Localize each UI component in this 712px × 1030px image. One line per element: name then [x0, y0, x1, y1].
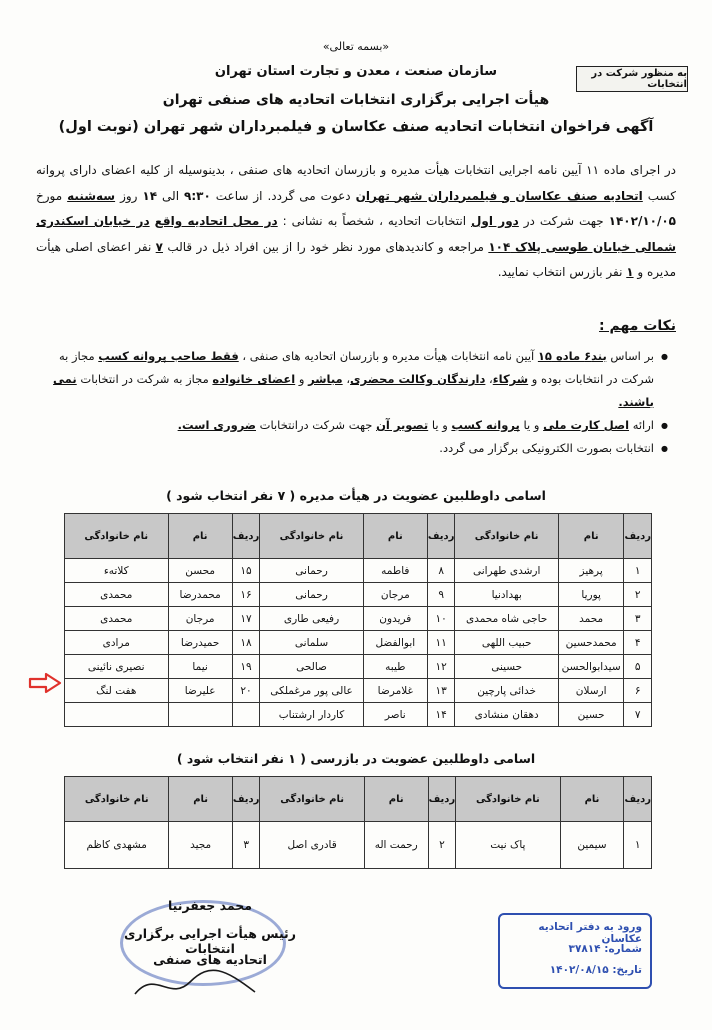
- col-name: نام: [169, 777, 232, 822]
- cell-name: حسین: [558, 703, 624, 727]
- table-row: [65, 679, 652, 703]
- cell-row: ۱: [624, 559, 652, 583]
- election-date: ۱۴۰۲/۱۰/۰۵: [608, 214, 676, 228]
- note-text: بر اساس: [610, 349, 654, 363]
- cell-name: محمد: [558, 607, 624, 631]
- cell-name: فاطمه: [363, 559, 427, 583]
- col-family: نام خانوادگی: [455, 514, 558, 559]
- org-line-2: هیأت اجرایی برگزاری انتخابات اتحادیه های صنفی تهران: [162, 92, 550, 108]
- arrow-right-icon: [28, 672, 62, 694]
- cell-name: ارسلان: [558, 679, 624, 703]
- body-line-1: در اجرای ماده ۱۱ آیین نامه اجرایی انتخابات هیأت مدیره و بازرسان اتحادیه های صنفی ، بدینوسیله از کلیه اعضای: [101, 163, 676, 177]
- receipt-date: تاریخ: ۱۴۰۲/۰۸/۱۵: [549, 964, 642, 976]
- note-text: انتخابات بصورت الکترونیکی برگزار می گردد.: [439, 441, 654, 455]
- body-text: جهت شرکت در: [523, 214, 604, 228]
- note-text: ،: [346, 372, 351, 386]
- cell-row: ۶: [624, 679, 652, 703]
- cell-name: علیرضا: [168, 679, 232, 703]
- board-count: ۷: [155, 239, 163, 254]
- col-family: نام خانوادگی: [65, 777, 169, 822]
- receipt-stamp: [498, 913, 652, 989]
- receipt-title: ورود به دفتر اتحادیه عکاسان: [538, 921, 642, 945]
- election-day: سه‌شنبه: [67, 188, 116, 203]
- col-family: نام خانوادگی: [260, 777, 364, 822]
- note-text: و یا: [431, 418, 448, 432]
- col-name: نام: [168, 514, 232, 559]
- receipt-number: شماره: ۳۷۸۱۴: [568, 943, 642, 955]
- cell-row: ۱۵: [232, 559, 260, 583]
- col-row: ردیف: [624, 777, 652, 822]
- cell-family: مرادی: [65, 631, 169, 655]
- body-text: مراجعه و کاندیدهای مورد نظر خود را از بین افراد ذیل در: [196, 239, 484, 254]
- start-time: ۹:۳۰: [184, 188, 211, 203]
- cell-name: نیما: [168, 655, 232, 679]
- venue-address: در خیابان اسکندری شمالی خیابان طوسی پلاک ۱۰۴: [36, 214, 677, 254]
- cell-row: ۳: [232, 822, 260, 869]
- body-text: روز: [120, 188, 138, 203]
- note-text: مجاز به شرکت در انتخابات بوده و: [58, 349, 654, 386]
- cell-row: ۴: [624, 631, 652, 655]
- cell-row: ۱۸: [232, 631, 260, 655]
- cell-family: رحمانی: [260, 583, 363, 607]
- col-row: ردیف: [232, 777, 260, 822]
- notes-list: [38, 345, 668, 460]
- note-emph: اعضای خانواده: [212, 372, 296, 386]
- participation-tag: به منظور شرکت در انتخابات: [576, 66, 688, 92]
- cell-row: ۱۱: [427, 631, 455, 655]
- note-emph: تصویر آن: [376, 418, 429, 432]
- cell-row: ۱۰: [427, 607, 455, 631]
- cell-row: ۸: [427, 559, 455, 583]
- cell-row: ۲: [428, 822, 456, 869]
- body-text: الی: [162, 188, 180, 203]
- table-row: [65, 607, 652, 631]
- cell-family: حاجی شاه محمدی: [455, 607, 558, 631]
- col-family: نام خانوادگی: [260, 514, 363, 559]
- cell-name: طیبه: [363, 655, 427, 679]
- notes-title: نکات مهم :: [599, 318, 676, 334]
- table-row: [65, 822, 652, 869]
- note-emph: پروانه کسب: [451, 418, 520, 432]
- cell-family: محمدی: [65, 583, 169, 607]
- table-row: [65, 559, 652, 583]
- cell-family: رفیعی طاری: [260, 607, 363, 631]
- announcement-title: آگهی فراخوان انتخابات اتحادیه صنف عکاسان و فیلمبرداران شهر تهران (نوبت اول): [58, 119, 654, 135]
- body-text: نفر اعضای اصلی هیأت مدیره و: [36, 239, 676, 279]
- cell-row: ۲: [624, 583, 652, 607]
- end-time: ۱۴: [142, 188, 158, 203]
- cell-family: دهقان منشادی: [455, 703, 558, 727]
- table-header-row: [65, 514, 652, 559]
- cell-name: حمیدرضا: [168, 631, 232, 655]
- cell-name: محسن: [168, 559, 232, 583]
- note-emph: نمی باشند.: [53, 372, 654, 409]
- board-candidates-table: [64, 513, 652, 727]
- cell-family: خدائی پارچین: [455, 679, 558, 703]
- body-text: قالب: [167, 239, 193, 254]
- body-text: دارای پروانه کسب: [36, 163, 676, 203]
- body-text: انتخابات اتحادیه ، شخصاً به نشانی :: [282, 214, 467, 228]
- cell-family: پاک نیت: [456, 822, 560, 869]
- cell-name: مرجان: [168, 607, 232, 631]
- cell-name: مرجان: [363, 583, 427, 607]
- col-row: ردیف: [427, 514, 455, 559]
- inspector-count: ۱: [626, 265, 634, 279]
- col-name: نام: [558, 514, 624, 559]
- cell-family: کاردار ارشتناب: [260, 703, 363, 727]
- col-name: نام: [364, 777, 428, 822]
- cell-family: مشهدی کاظم: [65, 822, 169, 869]
- table-row: [65, 655, 652, 679]
- cell-family: محمدی: [65, 607, 169, 631]
- col-row: ردیف: [624, 514, 652, 559]
- note-2: [38, 414, 668, 437]
- round: دور اول: [471, 214, 519, 228]
- cell-name: غلامرضا: [363, 679, 427, 703]
- col-row: ردیف: [232, 514, 260, 559]
- venue-intro: در محل اتحادیه واقع: [154, 214, 278, 228]
- cell-family: رحمانی: [260, 559, 363, 583]
- note-emph: فقط صاحب پروانه کسب: [98, 349, 239, 363]
- note-emph: بند۶ ماده ۱۵: [537, 349, 607, 363]
- cell-family: صالحی: [260, 655, 363, 679]
- cell-row: ۱۴: [427, 703, 455, 727]
- note-emph: مباشر: [308, 372, 343, 386]
- cell-name: پوریا: [558, 583, 624, 607]
- cell-name: سیمین: [560, 822, 624, 869]
- note-text: جهت شرکت درانتخابات: [259, 418, 373, 432]
- cell-family: حسینی: [455, 655, 558, 679]
- cell-row: [232, 703, 260, 727]
- cell-family: عالی پور مرغملکی: [260, 679, 363, 703]
- cell-family: ارشدی طهرانی: [455, 559, 558, 583]
- cell-name: [168, 703, 232, 727]
- col-row: ردیف: [428, 777, 456, 822]
- cell-family: قادری اصل: [260, 822, 364, 869]
- body-text: دعوت می گردد. از ساعت: [215, 188, 351, 203]
- cell-family: هفت لنگ: [65, 679, 169, 703]
- cell-name: سیدابوالحسن: [558, 655, 624, 679]
- cell-family: بهدادنیا: [455, 583, 558, 607]
- inspector-candidates-table: [64, 776, 652, 869]
- note-text: و یا: [523, 418, 540, 432]
- cell-row: ۹: [427, 583, 455, 607]
- note-1: [38, 345, 668, 414]
- cell-row: ۱۷: [232, 607, 260, 631]
- cell-family: سلمانی: [260, 631, 363, 655]
- bismillah: «بسمه تعالی»: [322, 40, 390, 53]
- note-3: [38, 437, 668, 460]
- org-line-1: سازمان صنعت ، معدن و تجارت استان تهران: [214, 64, 498, 79]
- cell-row: ۲۰: [232, 679, 260, 703]
- cell-name: محمدحسین: [558, 631, 624, 655]
- cell-name: ابوالفضل: [363, 631, 427, 655]
- signer-org: اتحادیه های صنفی: [153, 952, 267, 967]
- note-text: ،: [489, 372, 493, 386]
- col-family: نام خانوادگی: [456, 777, 560, 822]
- note-text: و: [298, 372, 305, 386]
- body-text: مورخ: [36, 188, 63, 203]
- table-row: [65, 703, 652, 727]
- col-name: نام: [560, 777, 624, 822]
- cell-name: فریدون: [363, 607, 427, 631]
- cell-family: حبیب اللهی: [455, 631, 558, 655]
- cell-row: ۵: [624, 655, 652, 679]
- body-text: نفر بازرس انتخاب نمایید.: [497, 265, 623, 279]
- cell-family: [65, 703, 169, 727]
- cell-row: ۱۲: [427, 655, 455, 679]
- note-emph: ضروری است.: [177, 418, 256, 432]
- signer-name: محمد جعفرنیا: [167, 898, 253, 913]
- cell-row: ۱۹: [232, 655, 260, 679]
- board-title: اسامی داوطلبین عضویت در هیأت مدیره ( ۷ نفر انتخاب شود ): [166, 488, 546, 503]
- note-text: ارائه: [632, 418, 654, 432]
- announcement-body: [36, 158, 676, 286]
- cell-row: ۳: [624, 607, 652, 631]
- cell-family: کلاته‌ء: [65, 559, 169, 583]
- cell-row: ۷: [624, 703, 652, 727]
- signature-scribble-icon: [130, 964, 260, 1004]
- cell-name: پرهیز: [558, 559, 624, 583]
- note-text: مجاز به شرکت در انتخابات: [80, 372, 209, 386]
- union-name: اتحادیه صنف عکاسان و فیلمبرداران شهر تهران: [355, 188, 643, 203]
- table-row: [65, 631, 652, 655]
- note-emph: دارندگان وکالت محضری: [350, 372, 486, 386]
- cell-row: ۱۳: [427, 679, 455, 703]
- note-emph: شرکاء: [492, 372, 529, 386]
- cell-name: رحمت اله: [364, 822, 428, 869]
- cell-name: محمدرضا: [168, 583, 232, 607]
- cell-row: ۱: [624, 822, 652, 869]
- table-header-row: [65, 777, 652, 822]
- table-row: [65, 583, 652, 607]
- signature-stamp: [100, 896, 320, 1006]
- cell-name: ناصر: [363, 703, 427, 727]
- inspector-title: اسامی داوطلبین عضویت در بازرسی ( ۱ نفر انتخاب شود ): [176, 751, 536, 766]
- note-text: آیین نامه انتخابات هیأت مدیره و بازرسان اتحادیه های صنفی ،: [242, 349, 535, 363]
- cell-family: نصیری نائینی: [65, 655, 169, 679]
- note-emph: اصل کارت ملی: [543, 418, 630, 432]
- col-family: نام خانوادگی: [65, 514, 169, 559]
- col-name: نام: [363, 514, 427, 559]
- signer-role: رئیس هیأت اجرایی برگزاری انتخابات: [124, 926, 296, 956]
- cell-name: مجید: [169, 822, 232, 869]
- cell-row: ۱۶: [232, 583, 260, 607]
